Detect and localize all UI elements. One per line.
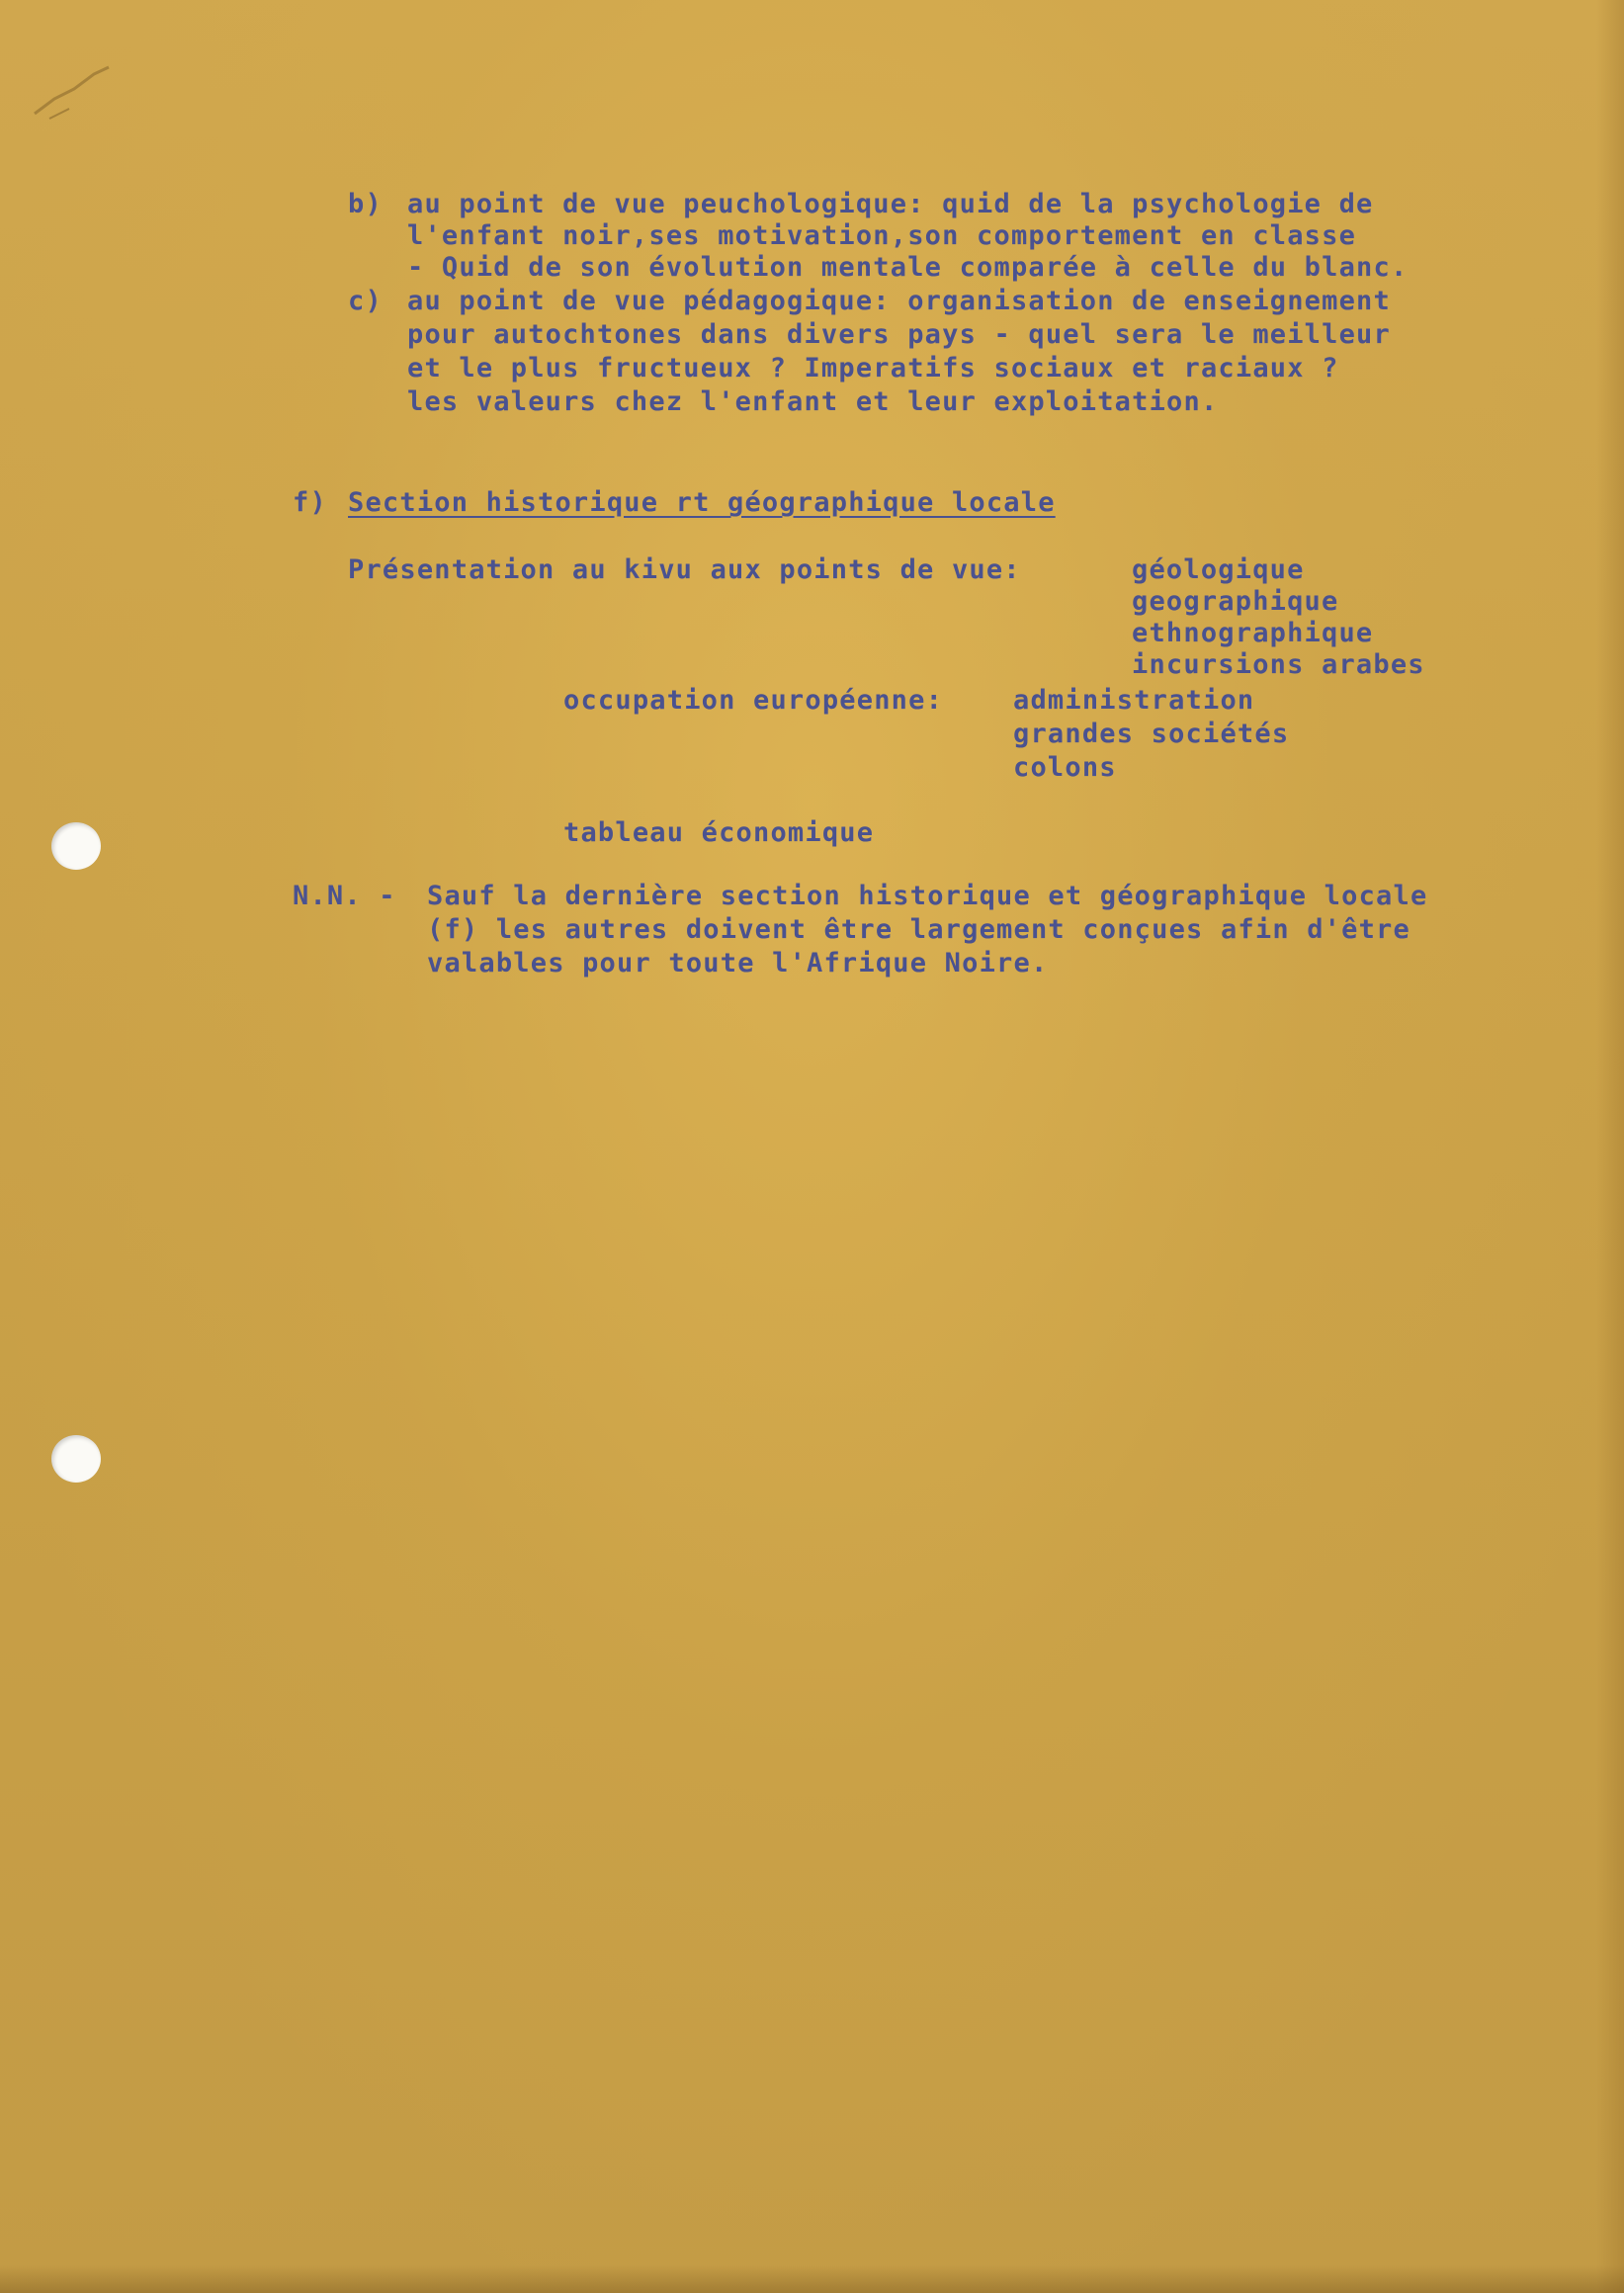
- paragraph-b-marker: b): [348, 189, 383, 219]
- paragraph-b-line-1: au point de vue peuchologique: quid de la psychologie de: [407, 189, 1374, 219]
- paper-bottom-edge: [0, 2265, 1624, 2293]
- paragraph-b-line-3: - Quid de son évolution mentale comparée à celle du blanc.: [407, 252, 1409, 283]
- paragraph-c-line-1: au point de vue pédagogique: organisation de enseignement: [407, 286, 1391, 316]
- paragraph-b-line-2: l'enfant noir,ses motivation,son comportement en classe: [407, 220, 1357, 251]
- presentation-item-2: geographique: [1132, 586, 1339, 617]
- note-line-3: valables pour toute l'Afrique Noire.: [427, 948, 1049, 978]
- occupation-label: occupation européenne:: [563, 685, 944, 716]
- note-line-1: Sauf la dernière section historique et géographique locale: [427, 881, 1428, 911]
- section-f-title: Section historique rt géographique locale: [348, 487, 1056, 518]
- section-f-marker: f): [293, 487, 327, 518]
- presentation-label: Présentation au kivu aux points de vue:: [348, 554, 1021, 585]
- punch-hole-bottom: [51, 1435, 101, 1483]
- paragraph-c-line-2: pour autochtones dans divers pays - quel sera le meilleur: [407, 319, 1391, 350]
- presentation-item-3: ethnographique: [1132, 618, 1374, 648]
- occupation-item-2: grandes sociétés: [1013, 719, 1290, 749]
- paragraph-c-line-3: et le plus fructueux ? Imperatifs sociaux et raciaux ?: [407, 353, 1339, 383]
- corner-crease-mark: [30, 59, 119, 138]
- occupation-item-1: administration: [1013, 685, 1255, 716]
- punch-hole-top: [51, 822, 101, 870]
- note-line-2: (f) les autres doivent être largement conçues afin d'être: [427, 914, 1410, 945]
- presentation-item-1: géologique: [1132, 554, 1305, 585]
- note-marker: N.N. -: [293, 881, 396, 911]
- occupation-item-3: colons: [1013, 752, 1117, 783]
- paragraph-c-line-4: les valeurs chez l'enfant et leur exploitation.: [407, 386, 1219, 417]
- tableau-economique: tableau économique: [563, 817, 875, 848]
- paper-edge-shadow: [1596, 0, 1624, 2293]
- presentation-item-4: incursions arabes: [1132, 649, 1425, 680]
- paragraph-c-marker: c): [348, 286, 383, 316]
